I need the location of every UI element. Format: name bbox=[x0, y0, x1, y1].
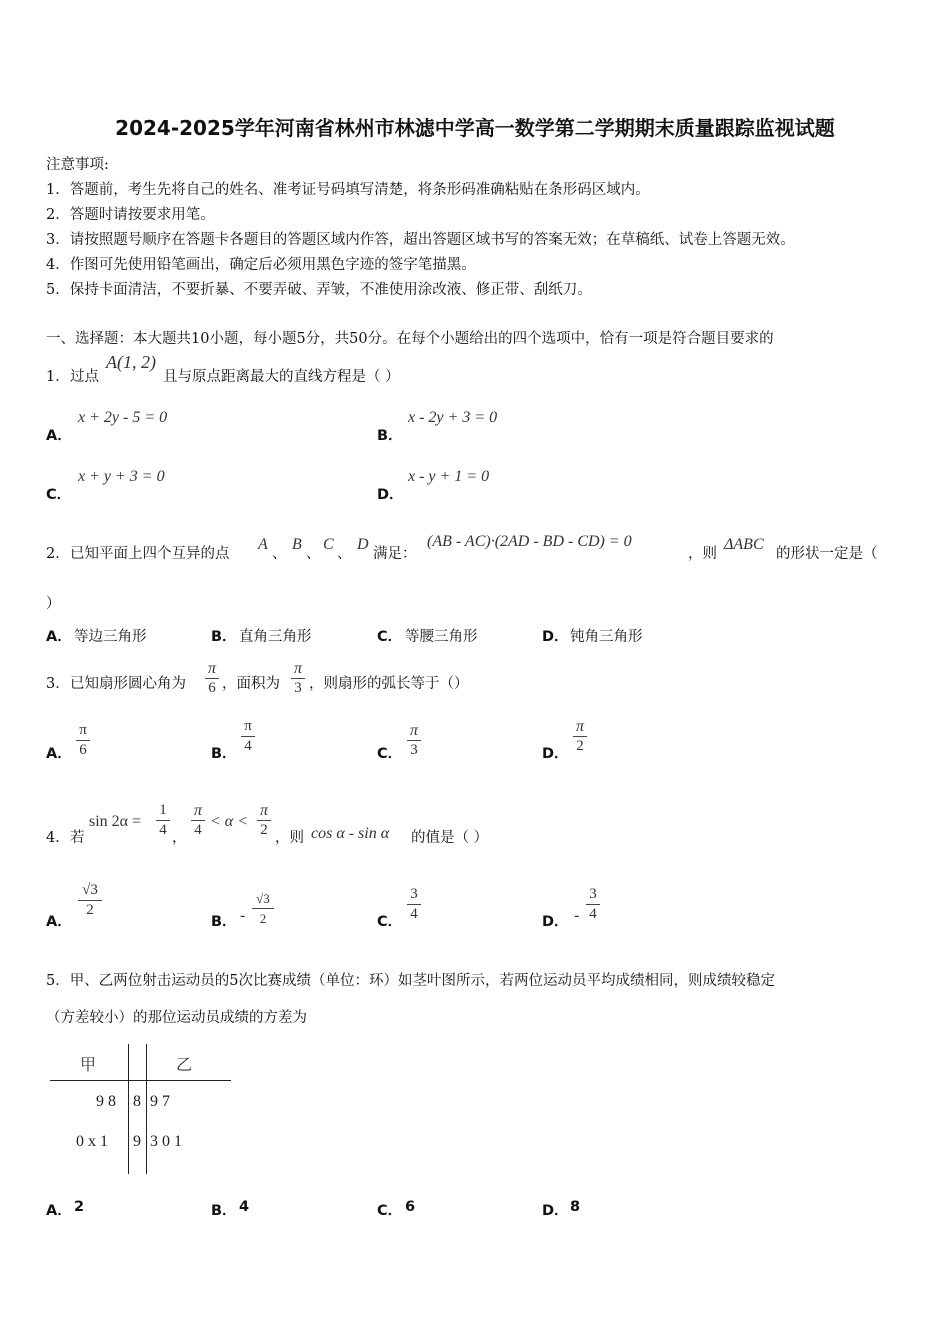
q3-angle-num: π bbox=[207, 660, 216, 677]
q2-option-a-text: 等边三角形 bbox=[74, 629, 147, 645]
q2-sep-3: 、 bbox=[337, 546, 352, 562]
stemleaf-head-right: 乙 bbox=[176, 1055, 193, 1074]
q3-option-a-label[interactable]: A． bbox=[46, 746, 72, 762]
q2-triangle: ΔABC bbox=[724, 536, 764, 553]
q1-text-post: 且与原点距离最大的直线方程是（ ） bbox=[163, 369, 400, 385]
q4-ineq-right-num: π bbox=[259, 802, 268, 819]
q5-option-a-text: 2 bbox=[74, 1199, 85, 1215]
q2-option-b-text: 直角三角形 bbox=[239, 629, 312, 645]
q2-sep-1: 、 bbox=[272, 546, 287, 562]
q3-option-b-den: 4 bbox=[244, 738, 252, 754]
q4-option-d-num: 3 bbox=[589, 886, 597, 902]
q1-option-d-label[interactable]: D． bbox=[377, 487, 404, 503]
q1-number: 1． bbox=[46, 369, 70, 385]
q4-value-fraction bbox=[156, 802, 170, 839]
q1-option-b-label[interactable]: B． bbox=[377, 428, 403, 444]
q4-option-c-label[interactable]: C． bbox=[377, 914, 403, 930]
q4-option-b-sign: - bbox=[240, 907, 246, 924]
q5-option-d-label[interactable]: D． bbox=[542, 1203, 569, 1219]
q2-number: 2． bbox=[46, 546, 70, 562]
q4-ineq-left-den: 4 bbox=[194, 822, 202, 838]
q2-option-c-text: 等腰三角形 bbox=[405, 629, 478, 645]
q4-ineq-left-num: π bbox=[193, 802, 202, 819]
q1-text-pre: 过点 bbox=[70, 369, 99, 385]
q3-option-c-label[interactable]: C． bbox=[377, 746, 403, 762]
q2-text-post: 的形状一定是（ bbox=[776, 546, 878, 562]
q3-text-post: ，则扇形的弧长等于（） bbox=[309, 676, 469, 692]
q4-option-b-den: 2 bbox=[259, 911, 267, 926]
q2-point-b: B bbox=[292, 536, 302, 553]
q1-option-d-expr: x - y + 1 = 0 bbox=[408, 468, 490, 485]
q4-value-den: 4 bbox=[159, 822, 167, 838]
q4-option-c-fraction bbox=[407, 886, 421, 923]
page-title: 2024-2025学年河南省林州市林滤中学高一数学第二学期期末质量跟踪监视试题 bbox=[115, 116, 835, 140]
q3-option-a-den: 6 bbox=[79, 742, 87, 758]
q1-option-c-label[interactable]: C． bbox=[46, 487, 72, 503]
q3-option-c-fraction bbox=[407, 722, 421, 759]
stemleaf-head-left: 甲 bbox=[80, 1055, 97, 1074]
q4-option-a-fraction bbox=[78, 882, 102, 919]
q3-option-a-fraction bbox=[76, 722, 90, 759]
notice-item-1: 1．答题前，考生先将自己的姓名、准考证号码填写清楚，将条形码准确粘贴在条形码区域内。 bbox=[46, 182, 650, 198]
q4-value-num: 1 bbox=[159, 802, 167, 818]
stemleaf-vertical-line-right bbox=[146, 1044, 147, 1174]
notice-item-2: 2．答题时请按要求用笔。 bbox=[46, 207, 215, 223]
q2-option-d-label[interactable]: D． bbox=[542, 629, 569, 645]
stemleaf-row2-right: 3 0 1 bbox=[150, 1133, 182, 1150]
q3-option-b-label[interactable]: B． bbox=[211, 746, 237, 762]
q4-option-d-sign: - bbox=[574, 907, 580, 924]
q2-text-close: ） bbox=[46, 596, 61, 612]
q4-ineq-mid: < α < bbox=[210, 813, 248, 830]
q4-lhs: sin 2α = bbox=[89, 813, 142, 830]
q4-option-b-num: √3 bbox=[256, 891, 270, 906]
q3-option-b-fraction bbox=[241, 718, 255, 755]
q4-option-d-label[interactable]: D． bbox=[542, 914, 569, 930]
q5-text-line-2: （方差较小）的那位运动员成绩的方差为 bbox=[46, 1010, 307, 1026]
section-heading: 一、选择题：本大题共10小题，每小题5分，共50分。在每个小题给出的四个选项中，恰有一项是符合题目要求的 bbox=[46, 331, 774, 347]
stemleaf-row1-stem: 8 bbox=[133, 1093, 141, 1110]
q2-text-mid: 满足： bbox=[373, 546, 417, 562]
q4-option-b-label[interactable]: B． bbox=[211, 914, 237, 930]
q5-option-a-label[interactable]: A． bbox=[46, 1203, 72, 1219]
q5-option-d-text: 8 bbox=[570, 1199, 581, 1215]
q3-option-c-den: 3 bbox=[410, 742, 418, 758]
q2-option-d-text: 钝角三角形 bbox=[570, 629, 643, 645]
q4-option-c-den: 4 bbox=[410, 906, 418, 922]
q5-option-c-label[interactable]: C． bbox=[377, 1203, 403, 1219]
q2-text-then: ，则 bbox=[688, 546, 717, 562]
q3-option-b-num: π bbox=[244, 718, 252, 734]
q5-text-line-1: 5．甲、乙两位射击运动员的5次比赛成绩（单位：环）如茎叶图所示，若两位运动员平均成绩相同，则成绩较稳定 bbox=[46, 973, 775, 989]
stemleaf-vertical-line-left bbox=[128, 1044, 129, 1174]
notice-item-4: 4．作图可先使用铅笔画出，确定后必须用黑色字迹的签字笔描黑。 bbox=[46, 257, 476, 273]
q4-text-then: ，则 bbox=[275, 830, 304, 846]
q2-point-d: D bbox=[357, 536, 369, 553]
q2-option-b-label[interactable]: B． bbox=[211, 629, 237, 645]
q3-option-c-num: π bbox=[409, 722, 418, 739]
q3-text-mid: ，面积为 bbox=[222, 676, 280, 692]
q2-option-c-label[interactable]: C． bbox=[377, 629, 403, 645]
stemleaf-row2-left: 0 x 1 bbox=[76, 1133, 108, 1150]
q1-option-c-expr: x + y + 3 = 0 bbox=[78, 468, 165, 485]
notice-heading: 注意事项: bbox=[46, 157, 109, 173]
q4-expr: cos α - sin α bbox=[311, 825, 390, 842]
q3-area-num: π bbox=[293, 660, 302, 677]
q4-option-b-fraction bbox=[252, 890, 274, 927]
q5-option-c-text: 6 bbox=[405, 1199, 416, 1215]
q4-ineq-right-den: 2 bbox=[260, 822, 268, 838]
stemleaf-row2-stem: 9 bbox=[133, 1133, 141, 1150]
q4-text-pre: 若 bbox=[70, 830, 85, 846]
q1-option-a-expr: x + 2y - 5 = 0 bbox=[78, 409, 168, 426]
q4-option-a-label[interactable]: A． bbox=[46, 914, 72, 930]
q4-option-c-num: 3 bbox=[410, 886, 418, 902]
q3-text-pre: 已知扇形圆心角为 bbox=[70, 676, 186, 692]
q2-point-c: C bbox=[323, 536, 334, 553]
q2-condition-expr: (AB - AC)·(2AD - BD - CD) = 0 bbox=[427, 533, 632, 550]
q5-option-b-text: 4 bbox=[239, 1199, 250, 1215]
q3-area-den: 3 bbox=[294, 680, 302, 696]
q3-number: 3． bbox=[46, 676, 70, 692]
q3-angle-fraction bbox=[205, 660, 219, 697]
q4-option-a-den: 2 bbox=[86, 902, 94, 918]
q1-point: A(1, 2) bbox=[106, 352, 156, 372]
q3-angle-den: 6 bbox=[208, 680, 216, 696]
stemleaf-horizontal-line bbox=[50, 1080, 231, 1081]
q4-number: 4． bbox=[46, 830, 70, 846]
q2-point-a: A bbox=[258, 536, 268, 553]
q4-option-d-den: 4 bbox=[589, 906, 597, 922]
q3-area-fraction bbox=[291, 660, 305, 697]
q1-option-a-label[interactable]: A． bbox=[46, 428, 72, 444]
q4-text-post: 的值是（ ） bbox=[411, 830, 489, 846]
q3-option-d-num: π bbox=[575, 718, 584, 735]
q4-comma: ， bbox=[172, 830, 187, 846]
q2-option-a-label[interactable]: A． bbox=[46, 629, 72, 645]
q3-option-a-num: π bbox=[79, 722, 87, 738]
q2-text-pre: 已知平面上四个互异的点 bbox=[70, 546, 230, 562]
notice-item-5: 5．保持卡面清洁，不要折暴、不要弄破、弄皱，不准使用涂改液、修正带、刮纸刀。 bbox=[46, 282, 592, 298]
q4-ineq-right-fraction bbox=[257, 802, 271, 839]
q3-option-d-fraction bbox=[573, 718, 587, 755]
q1-option-b-expr: x - 2y + 3 = 0 bbox=[408, 409, 498, 426]
q4-option-a-num: √3 bbox=[82, 882, 98, 898]
q3-option-d-den: 2 bbox=[576, 738, 584, 754]
q5-option-b-label[interactable]: B． bbox=[211, 1203, 237, 1219]
stemleaf-row1-right: 9 7 bbox=[150, 1093, 170, 1110]
q2-sep-2: 、 bbox=[306, 546, 321, 562]
q3-option-d-label[interactable]: D． bbox=[542, 746, 569, 762]
notice-item-3: 3．请按照题号顺序在答题卡各题目的答题区域内作答，超出答题区域书写的答案无效；在草稿纸、试卷上答题无效。 bbox=[46, 232, 795, 248]
q4-ineq-left-fraction bbox=[191, 802, 205, 839]
q4-option-d-fraction bbox=[586, 886, 600, 923]
stemleaf-row1-left: 9 8 bbox=[96, 1093, 116, 1110]
